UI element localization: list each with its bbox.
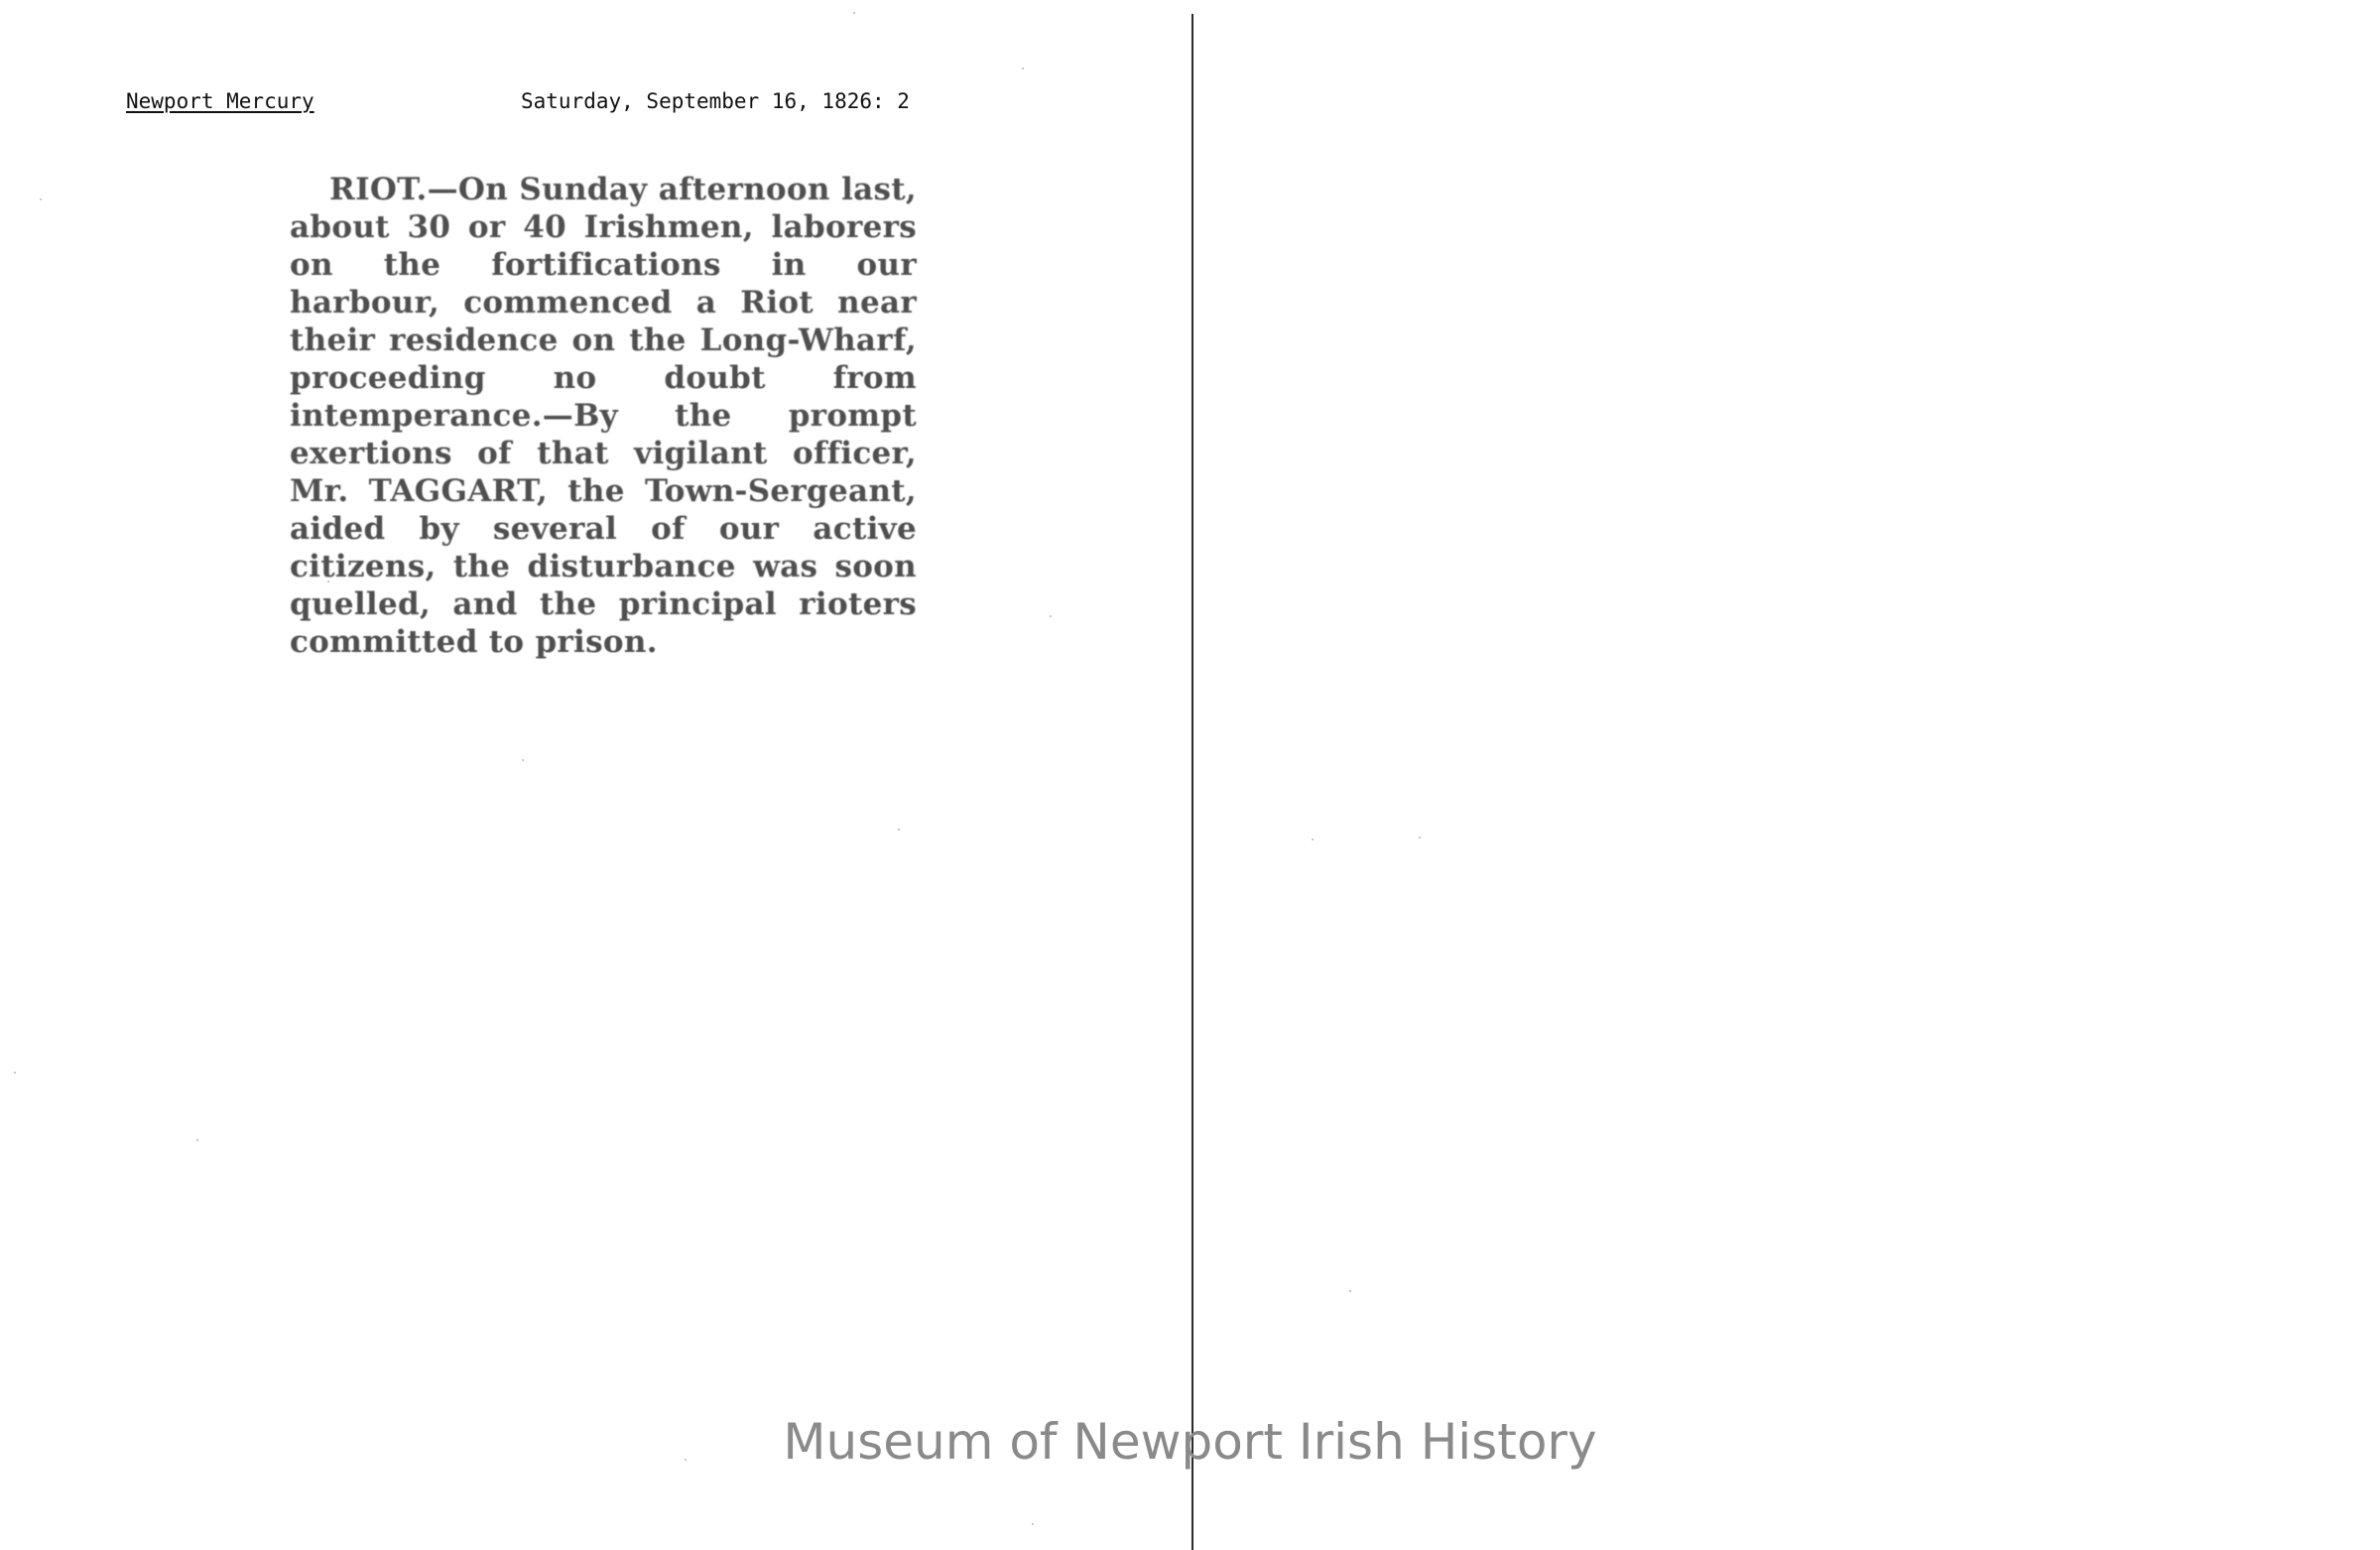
article-text: RIOT.—On Sunday afternoon last, about 30 or 40 Irishmen, laborers on the fortifications in our harbour, commenced a Riot near their residence on the Long-Wharf, proceeding no doubt from intemperance.—By the prompt exertions of that vigilant officer, Mr. TAGGART, the Town-Sergeant, aided by several of our active citizens, the disturbance was soon quelled, and the principal rioters committed to prison.	[290, 172, 917, 660]
page-divider-line	[1191, 14, 1193, 1550]
scan-speck	[853, 12, 855, 14]
scan-speck	[1050, 615, 1052, 617]
scan-speck	[1312, 839, 1314, 840]
scan-speck	[1022, 67, 1024, 69]
scan-speck	[1419, 837, 1421, 839]
scan-speck	[40, 198, 42, 200]
scan-speck	[1349, 1290, 1351, 1292]
scan-speck	[522, 759, 524, 761]
scan-speck	[898, 829, 900, 831]
scan-speck	[1032, 1523, 1034, 1525]
clipping-header	[126, 89, 959, 119]
scan-speck	[196, 1139, 198, 1141]
issue-date: Saturday, September 16, 1826: 2	[521, 89, 910, 113]
watermark: Museum of Newport Irish History	[783, 1413, 1597, 1471]
newspaper-name: Newport Mercury	[126, 89, 314, 113]
scan-speck	[14, 1072, 16, 1074]
